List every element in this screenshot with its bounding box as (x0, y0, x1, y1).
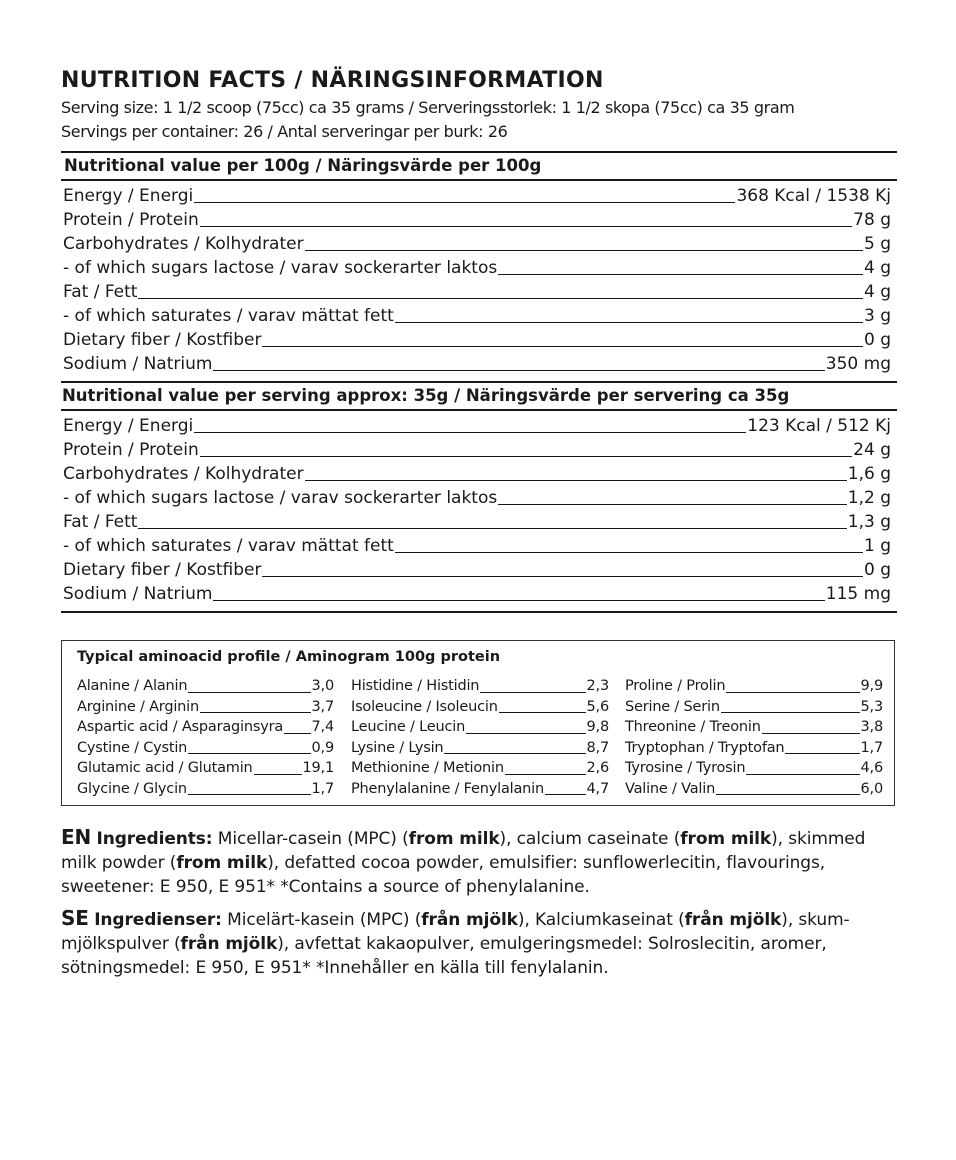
aminoacid-row (77, 758, 334, 779)
allergen-text: från mjölk (421, 910, 518, 930)
aminoacid-row-value: 19,1 (302, 760, 334, 776)
aminoacid-row (625, 717, 883, 738)
aminoacid-column-2 (351, 676, 609, 799)
nutrient-row-value: 24 g (853, 440, 891, 460)
nutrient-row-label: Sodium / Natrium (63, 584, 213, 604)
aminoacid-row-value: 6,0 (860, 780, 883, 797)
nutrient-row-label: Carbohydrates / Kolhydrater (63, 234, 304, 254)
nutrient-row-value: 0 g (863, 560, 891, 580)
ingredient-text: ), skimmed milk powder ( (61, 829, 866, 873)
aminoacid-row (351, 758, 609, 779)
dotted-leader (395, 322, 863, 323)
dotted-leader (505, 774, 586, 775)
nutrient-row-value: 4 g (863, 282, 891, 302)
nutrient-row-label: - of which sugars lactose / varav sockerarter laktos (63, 488, 498, 508)
servings-per-container: Servings per container: 26 / Antal serveringar per burk: 26 (61, 122, 508, 141)
nutrient-row (63, 184, 891, 208)
aminoacid-row (625, 697, 883, 718)
dotted-leader (200, 712, 311, 713)
dotted-leader (188, 794, 311, 795)
aminoacid-row (77, 676, 334, 697)
dotted-leader (305, 250, 863, 251)
dotted-leader (213, 600, 824, 601)
dotted-leader (200, 456, 852, 457)
aminoacid-row (351, 738, 609, 759)
aminoacid-row-value: 5,3 (860, 698, 883, 715)
dotted-leader (498, 274, 863, 275)
ingredient-text: ), defatted cocoa powder, emulsifier: sunflowerlecitin, flavourings, sweetener: E 950, E 951* *Contains a source of phenylalanine. (61, 853, 826, 897)
dotted-leader (746, 774, 859, 775)
aminoacid-row-label: Glutamic acid / Glutamin (77, 760, 253, 776)
per100-table (61, 181, 897, 378)
ingredient-text: ), avfettat kakaopulver, emulgeringsmedel: Solroslecitin, aromer, sötningsmedel: E 950, E 951* *Innehåller en källa till fenylalanin. (61, 934, 827, 978)
language-code-en: EN (61, 825, 92, 849)
aminoacid-column-1 (77, 676, 334, 799)
aminoacid-row-label: Lysine / Lysin (351, 739, 444, 756)
nutrient-row-value: 4 g (863, 258, 891, 278)
aminoacid-row-label: Tryptophan / Tryptofan (625, 739, 785, 756)
per-serving-table (61, 411, 897, 608)
ingredients-heading-en: Ingredients: (96, 829, 213, 849)
dotted-leader (466, 733, 585, 734)
dotted-leader (716, 794, 859, 795)
aminoacid-row-label: Leucine / Leucin (351, 719, 466, 735)
dotted-leader (305, 480, 847, 481)
aminoacid-row-label: Isoleucine / Isoleucin (351, 698, 498, 715)
dotted-leader (444, 753, 585, 754)
dotted-leader (188, 753, 310, 754)
aminoacid-row-value: 9,9 (860, 678, 883, 694)
aminoacid-row-value: 3,0 (311, 678, 334, 694)
allergen-text: from milk (680, 829, 772, 849)
ingredients-heading-se: Ingredienser: (94, 910, 222, 930)
nutrient-row-value: 1,6 g (847, 464, 891, 484)
aminoacid-row (77, 738, 334, 759)
nutrient-row-label: - of which saturates / varav mättat fett (63, 306, 394, 326)
aminoacid-row-label: Proline / Prolin (625, 678, 726, 694)
nutrient-row-label: Energy / Energi (63, 416, 194, 436)
aminoacid-row-label: Glycine / Glycin (77, 780, 187, 797)
aminoacid-row-label: Methionine / Metionin (351, 760, 504, 776)
allergen-text: från mjölk (684, 910, 782, 930)
nutrient-row-label: Protein / Protein (63, 440, 199, 460)
nutrient-row-value: 1,2 g (847, 488, 891, 508)
nutrient-row (63, 558, 891, 582)
nutrient-row (63, 438, 891, 462)
nutrient-row (63, 328, 891, 352)
nutrient-row (63, 534, 891, 558)
aminoacid-columns (77, 676, 883, 799)
dotted-leader (188, 692, 310, 693)
dotted-leader (785, 753, 859, 754)
aminoacid-row-label: Threonine / Treonin (625, 719, 761, 735)
nutrient-row-value: 0 g (863, 330, 891, 350)
dotted-leader (721, 712, 860, 713)
nutrient-row (63, 208, 891, 232)
aminoacid-row-label: Cystine / Cystin (77, 739, 188, 756)
dotted-leader (726, 692, 859, 693)
aminoacid-row (625, 738, 883, 759)
nutrient-row-label: - of which saturates / varav mättat fett (63, 536, 394, 556)
nutrient-row (63, 582, 891, 606)
nutrient-row (63, 304, 891, 328)
aminoacid-row-value: 5,6 (586, 698, 609, 715)
aminoacid-row-value: 7,4 (311, 719, 334, 735)
nutrient-row-value: 115 mg (825, 584, 891, 604)
ingredient-text: ), Kalciumkaseinat ( (517, 910, 685, 930)
nutrient-row-value: 78 g (853, 210, 891, 230)
dotted-leader (138, 528, 846, 529)
nutrition-label (61, 66, 897, 613)
per-serving-heading: Nutritional value per serving approx: 35g / Näringsvärde per servering ca 35g (62, 386, 790, 405)
dotted-leader (480, 692, 585, 693)
nutrient-row (63, 280, 891, 304)
aminoacid-row-label: Serine / Serin (625, 698, 720, 715)
aminoacid-row-value: 4,7 (586, 780, 609, 797)
nutrient-row-label: Fat / Fett (63, 282, 138, 302)
aminoacid-column-3 (625, 676, 883, 799)
allergen-text: from milk (408, 829, 500, 849)
nutrient-row-value: 1,3 g (847, 512, 891, 532)
aminoacid-row (351, 779, 609, 800)
ingredient-text: Micellar-casein (MPC) ( (212, 829, 409, 849)
divider (61, 611, 897, 613)
aminoacid-row-label: Aspartic acid / Asparaginsyra (77, 719, 284, 735)
dotted-leader (262, 346, 863, 347)
aminoacid-row (351, 717, 609, 738)
aminoacid-row (625, 676, 883, 697)
aminoacid-row-value: 4,6 (860, 760, 883, 776)
aminoacid-row (625, 779, 883, 800)
nutrient-row-label: Energy / Energi (63, 186, 194, 206)
dotted-leader (762, 733, 860, 734)
serving-size: Serving size: 1 1/2 scoop (75cc) ca 35 grams / Serveringsstorlek: 1 1/2 skopa (75cc) ca 35 gram (61, 98, 795, 117)
allergen-text: från mjölk (180, 934, 278, 954)
aminoacid-row-value: 1,7 (311, 780, 334, 797)
nutrient-row-label: Protein / Protein (63, 210, 199, 230)
dotted-leader (254, 774, 302, 775)
nutrient-row-value: 350 mg (825, 354, 891, 374)
per100-heading: Nutritional value per 100g / Näringsvärde per 100g (64, 156, 542, 175)
ingredient-text: ), skum-mjölkspulver ( (61, 910, 850, 954)
nutrient-row-label: Dietary fiber / Kostfiber (63, 330, 262, 350)
language-code-se: SE (61, 906, 89, 930)
dotted-leader (138, 298, 863, 299)
aminoacid-row-label: Histidine / Histidin (351, 678, 480, 694)
nutrient-row (63, 462, 891, 486)
nutrient-row-value: 5 g (863, 234, 891, 254)
dotted-leader (499, 712, 586, 713)
aminoacid-row-value: 9,8 (586, 719, 609, 735)
aminoacid-row-label: Arginine / Arginin (77, 698, 199, 715)
nutrient-row-value: 123 Kcal / 512 Kj (747, 416, 891, 436)
dotted-leader (498, 504, 847, 505)
aminoacid-row-label: Alanine / Alanin (77, 678, 188, 694)
nutrient-row-value: 1 g (863, 536, 891, 556)
aminoacid-row-label: Valine / Valin (625, 780, 716, 797)
dotted-leader (395, 552, 863, 553)
aminoacid-row-value: 3,8 (860, 719, 883, 735)
aminoacid-row (351, 676, 609, 697)
ingredients-se (61, 906, 897, 980)
aminoacid-row (351, 697, 609, 718)
aminoacid-row (77, 717, 334, 738)
aminoacid-row-value: 0,9 (311, 739, 334, 756)
dotted-leader (213, 370, 824, 371)
dotted-leader (545, 794, 586, 795)
ingredients-en (61, 825, 897, 899)
aminoacid-row-value: 3,7 (311, 698, 334, 715)
aminoacid-row-label: Phenylalanine / Fenylalanin (351, 780, 544, 797)
aminoacid-row (625, 758, 883, 779)
dotted-leader (262, 576, 863, 577)
dotted-leader (200, 226, 852, 227)
ingredient-text: Micelärt-kasein (MPC) ( (221, 910, 422, 930)
nutrient-row (63, 232, 891, 256)
nutrient-row-label: Fat / Fett (63, 512, 138, 532)
nutrient-row (63, 256, 891, 280)
aminoacid-row-value: 8,7 (586, 739, 609, 756)
nutrient-row-value: 3 g (863, 306, 891, 326)
nutrient-row-value: 368 Kcal / 1538 Kj (736, 186, 891, 206)
aminoacid-row-label: Tyrosine / Tyrosin (625, 760, 746, 776)
dotted-leader (194, 202, 735, 203)
aminoacid-row-value: 2,3 (586, 678, 609, 694)
nutrient-row (63, 352, 891, 376)
nutrient-row (63, 510, 891, 534)
nutrient-row-label: Sodium / Natrium (63, 354, 213, 374)
ingredient-text: ), calcium caseinate ( (499, 829, 681, 849)
nutrient-row (63, 414, 891, 438)
aminoacid-title: Typical aminoacid profile / Aminogram 100g protein (77, 649, 501, 665)
nutrient-row (63, 486, 891, 510)
aminoacid-row (77, 779, 334, 800)
aminoacid-profile-box (61, 640, 895, 806)
allergen-text: from milk (176, 853, 268, 873)
dotted-leader (194, 432, 746, 433)
nutrient-row-label: - of which sugars lactose / varav sockerarter laktos (63, 258, 498, 278)
nutrient-row-label: Carbohydrates / Kolhydrater (63, 464, 304, 484)
aminoacid-row (77, 697, 334, 718)
aminoacid-row-value: 2,6 (586, 760, 609, 776)
nutrient-row-label: Dietary fiber / Kostfiber (63, 560, 262, 580)
aminoacid-row-value: 1,7 (860, 739, 883, 756)
page-title: NUTRITION FACTS / NÄRINGSINFORMATION (61, 68, 604, 93)
dotted-leader (284, 733, 311, 734)
